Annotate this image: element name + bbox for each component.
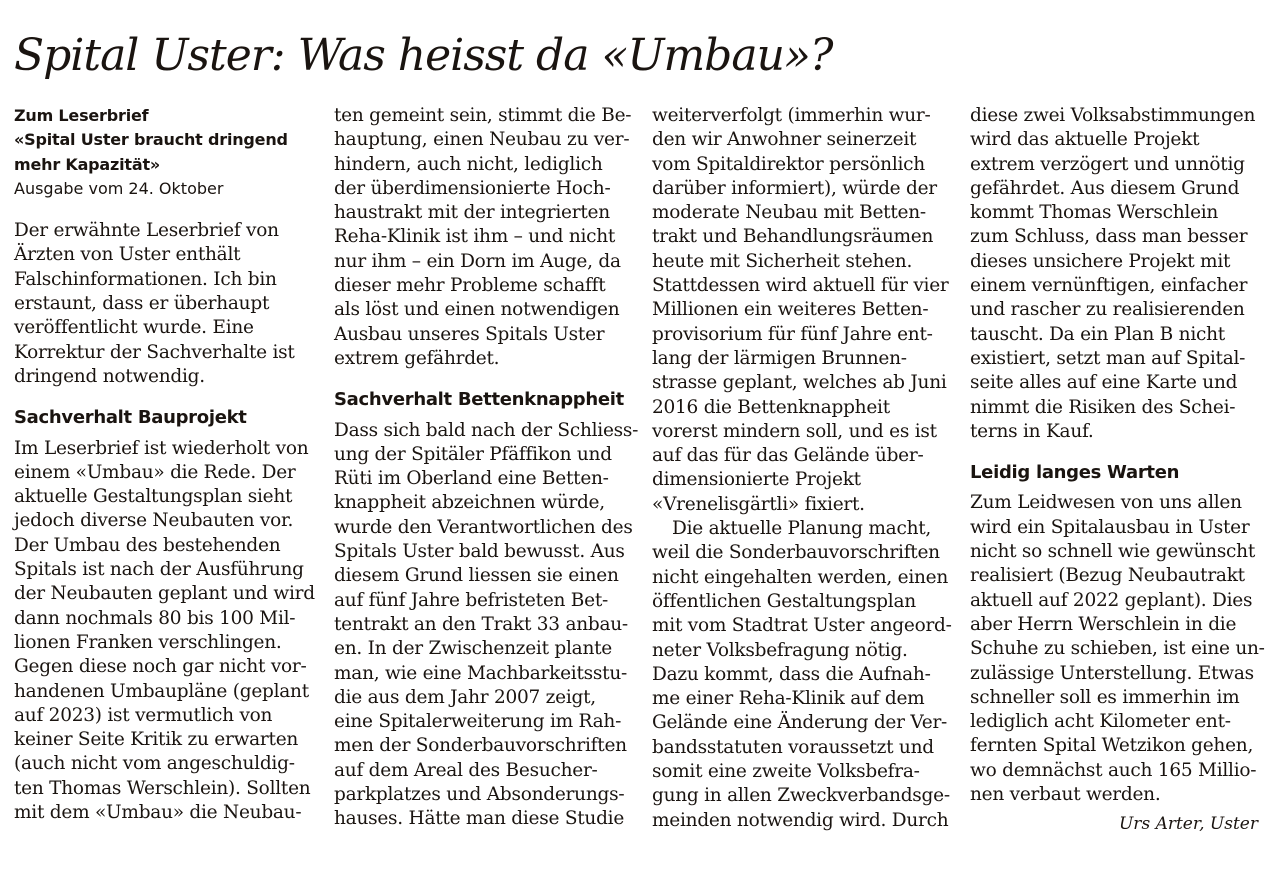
text-line: nimmt die Risiken des Schei- xyxy=(970,396,1236,418)
text-line: tentrakt an den Trakt 33 anbau- xyxy=(334,613,628,635)
text-line: ten Thomas Werschlein). Sollten xyxy=(14,777,311,799)
text-line: wo demnächst auch 165 Millio- xyxy=(970,759,1257,781)
paragraph xyxy=(652,104,950,517)
article-title: Spital Uster: Was heisst da «Umbau»? xyxy=(14,30,833,81)
section-heading: Sachverhalt Bauprojekt xyxy=(14,407,247,429)
text-line: dieser mehr Probleme schafft xyxy=(334,275,606,297)
text-line: einem «Umbau» die Rede. Der xyxy=(14,461,296,483)
letter-reference xyxy=(14,104,312,201)
text-line: Spitals ist nach der Ausführung xyxy=(14,559,304,581)
text-line: Spitals Uster bald bewusst. Aus xyxy=(334,541,625,563)
text-line: «Vrenelisgärtli» fixiert. xyxy=(652,493,865,515)
text-line: neter Volksbefragung nötig. xyxy=(652,639,908,661)
text-line: en. In der Zwischenzeit plante xyxy=(334,638,612,660)
text-line: und rascher zu realisierenden xyxy=(970,299,1245,321)
text-line: dieses unsichere Projekt mit xyxy=(970,250,1231,272)
reference-edition: Ausgabe vom 24. Oktober xyxy=(14,178,224,198)
text-line: Zum Leidwesen von uns allen xyxy=(970,492,1242,514)
text-line: erstaunt, dass er überhaupt xyxy=(14,293,270,315)
column-3 xyxy=(652,104,950,833)
text-line: öffentlichen Gestaltungsplan xyxy=(652,590,916,612)
text-line: vom Spitaldirektor persönlich xyxy=(652,153,925,175)
text-line: weil die Sonderbauvorschriften xyxy=(652,542,940,564)
text-line: der überdimensionierte Hoch- xyxy=(334,177,611,199)
text-line: als löst und einen notwendigen xyxy=(334,299,620,321)
text-line: trakt und Behandlungsräumen xyxy=(652,226,934,248)
text-line: aktuell auf 2022 geplant). Dies xyxy=(970,589,1253,611)
paragraph xyxy=(970,491,1268,807)
text-line: Gelände eine Änderung der Ver- xyxy=(652,712,948,734)
text-line: Der Umbau des bestehenden xyxy=(14,534,281,556)
text-line: meinden notwendig wird. Durch xyxy=(652,809,949,831)
text-line: Ärzten von Uster enthält xyxy=(14,244,241,266)
text-line: weiterverfolgt (immerhin wur- xyxy=(652,105,931,126)
reference-title: «Spital Uster braucht dringend xyxy=(14,130,288,150)
text-line: somit eine zweite Volksbefra- xyxy=(652,761,920,783)
text-line: veröffentlicht wurde. Eine xyxy=(14,317,254,339)
text-line: Schuhe zu schieben, ist eine un- xyxy=(970,638,1265,660)
text-line: haustrakt mit der integrierten xyxy=(334,202,610,224)
paragraph xyxy=(652,517,950,833)
text-line: knappheit abzeichnen würde, xyxy=(334,492,605,514)
author-signature: Urs Arter, Uster xyxy=(1118,814,1258,834)
text-line: realisiert (Bezug Neubautrakt xyxy=(970,565,1245,587)
text-line: Falschinformationen. Ich bin xyxy=(14,268,277,290)
text-line: den wir Anwohner seinerzeit xyxy=(652,129,917,151)
text-line: Rüti im Oberland eine Betten- xyxy=(334,468,609,490)
text-line: mit dem «Umbau» die Neubau- xyxy=(14,802,302,824)
text-line: nicht so schnell wie gewünscht xyxy=(970,541,1256,563)
text-line: Dass sich bald nach der Schliess- xyxy=(334,419,639,441)
text-line: parkplatzes und Absonderungs- xyxy=(334,784,625,806)
text-line: nen verbaut werden. xyxy=(970,784,1161,806)
text-line: mit vom Stadtrat Uster angeord- xyxy=(652,615,952,637)
text-line: heute mit Sicherheit stehen. xyxy=(652,250,913,272)
text-line: Millionen ein weiteres Betten- xyxy=(652,299,929,321)
text-line: men der Sonderbauvorschriften xyxy=(334,735,627,757)
text-line: auf dem Areal des Besucher- xyxy=(334,759,598,781)
text-line: Die aktuelle Planung macht, xyxy=(672,518,932,540)
text-line: wird ein Spitalausbau in Uster xyxy=(970,516,1250,538)
text-line: wird das aktuelle Projekt xyxy=(970,129,1200,151)
text-line: moderate Neubau mit Betten- xyxy=(652,202,926,224)
text-line: aber Herrn Werschlein in die xyxy=(970,613,1237,635)
text-line: fernten Spital Wetzikon gehen, xyxy=(970,735,1254,757)
text-line: die aus dem Jahr 2007 zeigt, xyxy=(334,686,596,708)
text-line: handenen Umbaupläne (geplant xyxy=(14,680,309,702)
section-heading: Leidig langes Warten xyxy=(970,462,1180,484)
text-line: Stattdessen wird aktuell für vier xyxy=(652,275,949,297)
text-line: dimensionierte Projekt xyxy=(652,469,861,491)
paragraph xyxy=(334,419,639,832)
text-line: Dazu kommt, dass die Aufnah- xyxy=(652,663,931,685)
text-line: jedoch diverse Neubauten vor. xyxy=(14,510,294,532)
text-line: (auch nicht vom angeschuldig- xyxy=(14,753,295,775)
text-line: diesem Grund liessen sie einen xyxy=(334,565,619,587)
text-line: lang der lärmigen Brunnen- xyxy=(652,347,907,369)
text-line: Gegen diese noch gar nicht vor- xyxy=(14,656,307,678)
text-line: einem vernünftigen, einfacher xyxy=(970,275,1248,297)
column-2 xyxy=(334,104,639,832)
text-line: darüber informiert), würde der xyxy=(652,177,937,199)
text-line: schneller soll es immerhin im xyxy=(970,686,1240,708)
paragraph xyxy=(334,104,632,371)
text-line: keiner Seite Kritik zu erwarten xyxy=(14,729,299,751)
text-line: gefährdet. Aus diesem Grund xyxy=(970,177,1240,199)
text-line: Der erwähnte Leserbrief von xyxy=(14,220,279,242)
text-line: man, wie eine Machbarkeitsstu- xyxy=(334,662,627,684)
text-line: wurde den Verantwortlichen des xyxy=(334,516,633,538)
text-line: aktuelle Gestaltungsplan sieht xyxy=(14,486,293,508)
text-line: zum Schluss, dass man besser xyxy=(970,226,1248,248)
text-line: auf das für das Gelände über- xyxy=(652,445,924,467)
text-line: hauptung, einen Neubau zu ver- xyxy=(334,129,630,151)
reference-title: mehr Kapazität» xyxy=(14,154,161,174)
text-line: existiert, setzt man auf Spital- xyxy=(970,347,1246,369)
reference-label: Zum Leserbrief xyxy=(14,106,149,125)
text-line: eine Spitalerweiterung im Rah- xyxy=(334,711,622,733)
text-line: ten gemeint sein, stimmt die Be- xyxy=(334,105,632,126)
text-line: diese zwei Volksabstimmungen xyxy=(970,105,1256,126)
text-line: terns in Kauf. xyxy=(970,420,1094,442)
text-line: nicht eingehalten werden, einen xyxy=(652,566,949,588)
text-line: auf 2023) ist vermutlich von xyxy=(14,704,273,726)
text-line: me einer Reha-Klinik auf dem xyxy=(652,688,925,710)
text-line: Im Leserbrief ist wiederholt von xyxy=(14,437,309,459)
text-line: lionen Franken verschlingen. xyxy=(14,631,282,653)
text-line: dringend notwendig. xyxy=(14,365,205,387)
text-line: 2016 die Bettenknappheit xyxy=(652,396,890,418)
paragraph xyxy=(14,219,312,389)
column-4 xyxy=(970,104,1268,807)
text-line: lediglich acht Kilometer ent- xyxy=(970,711,1231,733)
text-line: nur ihm – ein Dorn im Auge, da xyxy=(334,250,621,272)
text-line: provisorium für fünf Jahre ent- xyxy=(652,323,933,345)
text-line: vorerst mindern soll, und es ist xyxy=(652,420,937,442)
text-line: dann nochmals 80 bis 100 Mil- xyxy=(14,607,296,629)
text-line: extrem gefährdet. xyxy=(334,347,500,369)
text-line: tauscht. Da ein Plan B nicht xyxy=(970,323,1225,345)
text-line: zulässige Unterstellung. Etwas xyxy=(970,662,1254,684)
text-line: ung der Spitäler Pfäffikon und xyxy=(334,443,612,465)
paragraph xyxy=(970,104,1268,444)
column-1 xyxy=(14,104,315,825)
paragraph xyxy=(14,437,315,826)
text-line: seite alles auf eine Karte und xyxy=(970,372,1238,394)
text-line: hauses. Hätte man diese Studie xyxy=(334,808,625,830)
text-line: extrem verzögert und unnötig xyxy=(970,153,1245,175)
text-line: Korrektur der Sachverhalte ist xyxy=(14,341,295,363)
text-line: gung in allen Zweckverbandsge- xyxy=(652,785,950,807)
text-line: strasse geplant, welches ab Juni xyxy=(652,372,947,394)
text-line: hindern, auch nicht, lediglich xyxy=(334,153,603,175)
text-line: bandsstatuten voraussetzt und xyxy=(652,736,934,758)
text-line: Reha-Klinik ist ihm – und nicht xyxy=(334,226,616,248)
text-line: kommt Thomas Werschlein xyxy=(970,202,1219,224)
text-line: auf fünf Jahre befristeten Bet- xyxy=(334,589,609,611)
text-line: Ausbau unseres Spitals Uster xyxy=(334,323,605,345)
text-line: der Neubauten geplant und wird xyxy=(14,583,315,605)
section-heading: Sachverhalt Bettenknappheit xyxy=(334,389,624,411)
